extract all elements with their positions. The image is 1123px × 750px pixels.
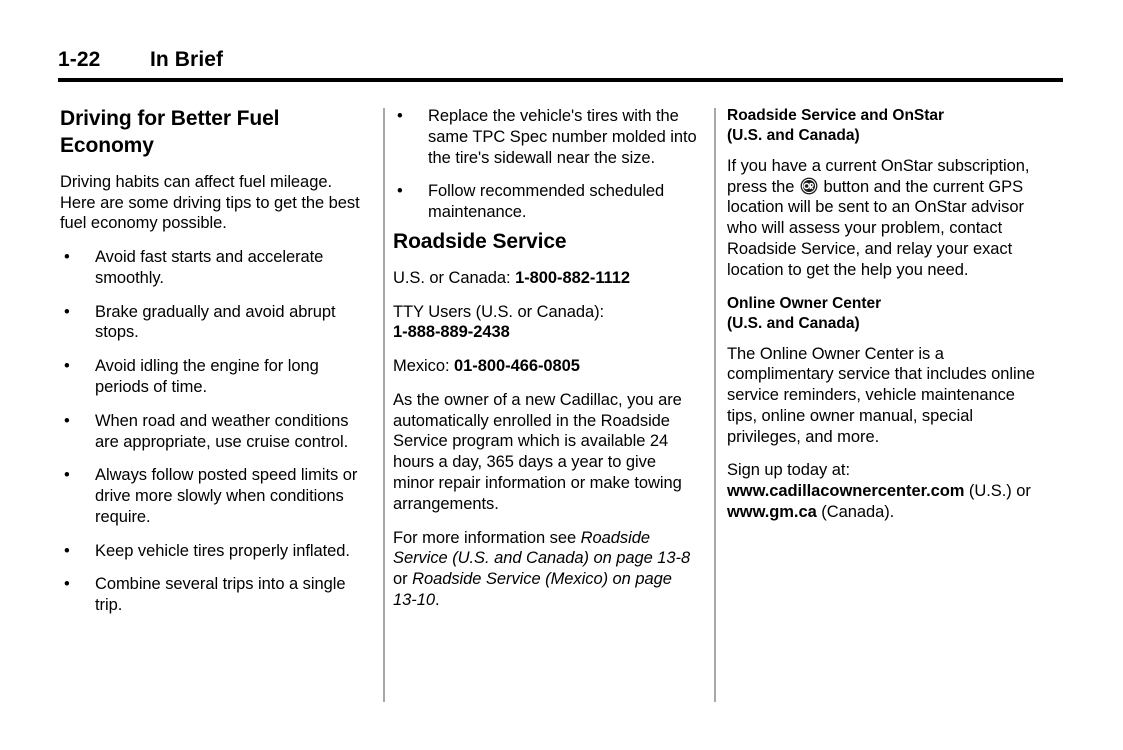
list-item [60, 411, 365, 453]
list-item-text: Follow recommended scheduled maintenance. [428, 182, 665, 222]
crossref-period: . [434, 590, 440, 609]
phone-tty [393, 302, 698, 344]
subsection-title-line-1: Online Owner Center [727, 294, 882, 312]
column-divider-1 [383, 108, 385, 702]
fuel-economy-intro: Driving habits can affect fuel mileage. Here are some driving tips to get the best fuel economy possible. [60, 172, 360, 233]
list-item [60, 247, 365, 289]
list-item-text: Avoid idling the engine for long periods of time. [95, 357, 319, 396]
bullet-icon: • [64, 541, 70, 560]
subsection-title-line-2: (U.S. and Canada) [727, 127, 860, 145]
list-item-text: Always follow posted speed limits or drive more slowly when conditions require. [95, 466, 358, 526]
subsection-title-line-1: Roadside Service and OnStar [727, 107, 945, 124]
onstar-button-icon [800, 177, 818, 195]
header-line [58, 48, 1063, 72]
crossref-link-us-canada[interactable]: Roadside Service (U.S. and Canada) on page 13-8 [393, 528, 691, 568]
onstar-text-before-icon: If you have a current OnStar subscription, press the [727, 156, 1030, 196]
signup-url-canada[interactable]: www.gm.ca [727, 502, 817, 521]
list-item-text: Avoid fast starts and accelerate smoothly. [95, 248, 324, 287]
list-item [393, 106, 698, 168]
column-divider-2 [714, 108, 716, 702]
list-item-text: Brake gradually and avoid abrupt stops. [95, 302, 336, 342]
bullet-icon: • [397, 107, 403, 125]
bullet-icon: • [397, 182, 403, 201]
list-item-text: When road and weather conditions are appropriate, use cruise control. [95, 411, 349, 451]
list-item [60, 356, 365, 398]
list-item [60, 574, 365, 616]
list-item-text: Combine several trips into a single trip. [95, 575, 346, 615]
roadside-enrollment-paragraph: As the owner of a new Cadillac, you are automatically enrolled in the Roadside Service program which is available 24 hours a day, 365 days a year to give minor repair information or make towing arrangements. [393, 390, 682, 513]
column-1 [60, 106, 365, 622]
crossref-link-mexico[interactable]: Roadside Service (Mexico) on page 13-10 [393, 570, 672, 609]
phone-us-canada-number: 1-800-882-1112 [515, 268, 631, 287]
section-title-roadside-service: Roadside Service [393, 229, 567, 253]
list-item-text: Keep vehicle tires properly inflated. [95, 541, 350, 560]
list-item [60, 541, 365, 562]
signup-us-suffix: (U.S.) or [964, 482, 1031, 501]
page-title: In Brief [150, 48, 224, 71]
phone-tty-label: TTY Users (U.S. or Canada): [393, 302, 605, 321]
list-item [393, 181, 698, 223]
tire-maintenance-bullet-list [393, 106, 698, 223]
phone-mexico-label: Mexico: [393, 357, 455, 376]
bullet-icon: • [64, 357, 70, 376]
owner-center-signup [727, 460, 1035, 522]
phone-mexico-number: 01-800-466-0805 [454, 357, 580, 376]
owner-center-paragraph: The Online Owner Center is a complimentary service that includes online service reminders, vehicle maintenance tips, online owner manual, special privileges, and more. [727, 344, 1035, 446]
phone-mexico [393, 356, 698, 377]
crossref-lead-text: For more information see [393, 528, 581, 547]
bullet-icon: • [64, 248, 70, 267]
column-2 [393, 106, 698, 611]
bullet-icon: • [64, 575, 70, 594]
crossref-conjunction: or [393, 570, 413, 589]
roadside-crossreference [393, 528, 698, 611]
list-item-text: Replace the vehicle's tires with the same TPC Spec number molded into the tire's sidewall near the size. [428, 107, 697, 167]
column-container [0, 106, 1123, 706]
onstar-description-paragraph [727, 156, 1035, 281]
subsection-title-line-2: (U.S. and Canada) [727, 315, 860, 333]
section-title-fuel-economy: Driving for Better Fuel Economy [60, 107, 280, 157]
signup-url-us[interactable]: www.cadillacownercenter.com [727, 482, 965, 501]
list-item [60, 302, 365, 344]
phone-us-canada [393, 268, 698, 289]
subsection-title-roadside-onstar [727, 106, 1035, 147]
column-3 [727, 106, 1035, 523]
page-number: 1-22 [58, 48, 101, 71]
list-item [60, 465, 365, 527]
subsection-title-online-owner-center [727, 294, 1035, 335]
signup-lead-text: Sign up today at: [727, 461, 850, 480]
phone-us-canada-label: U.S. or Canada: [393, 268, 516, 287]
onstar-text-after-icon: button and the current GPS location will be sent to an OnStar advisor who will assess your problem, contact Roadside Service, and relay your exact location to get the help you need. [727, 177, 1024, 279]
bullet-icon: • [64, 302, 70, 321]
bullet-icon: • [64, 411, 70, 430]
bullet-icon: • [64, 466, 70, 485]
fuel-economy-bullet-list [60, 247, 365, 616]
phone-tty-number: 1-888-889-2438 [393, 323, 510, 342]
header-rule [58, 78, 1063, 82]
signup-canada-suffix: (Canada). [816, 502, 895, 521]
